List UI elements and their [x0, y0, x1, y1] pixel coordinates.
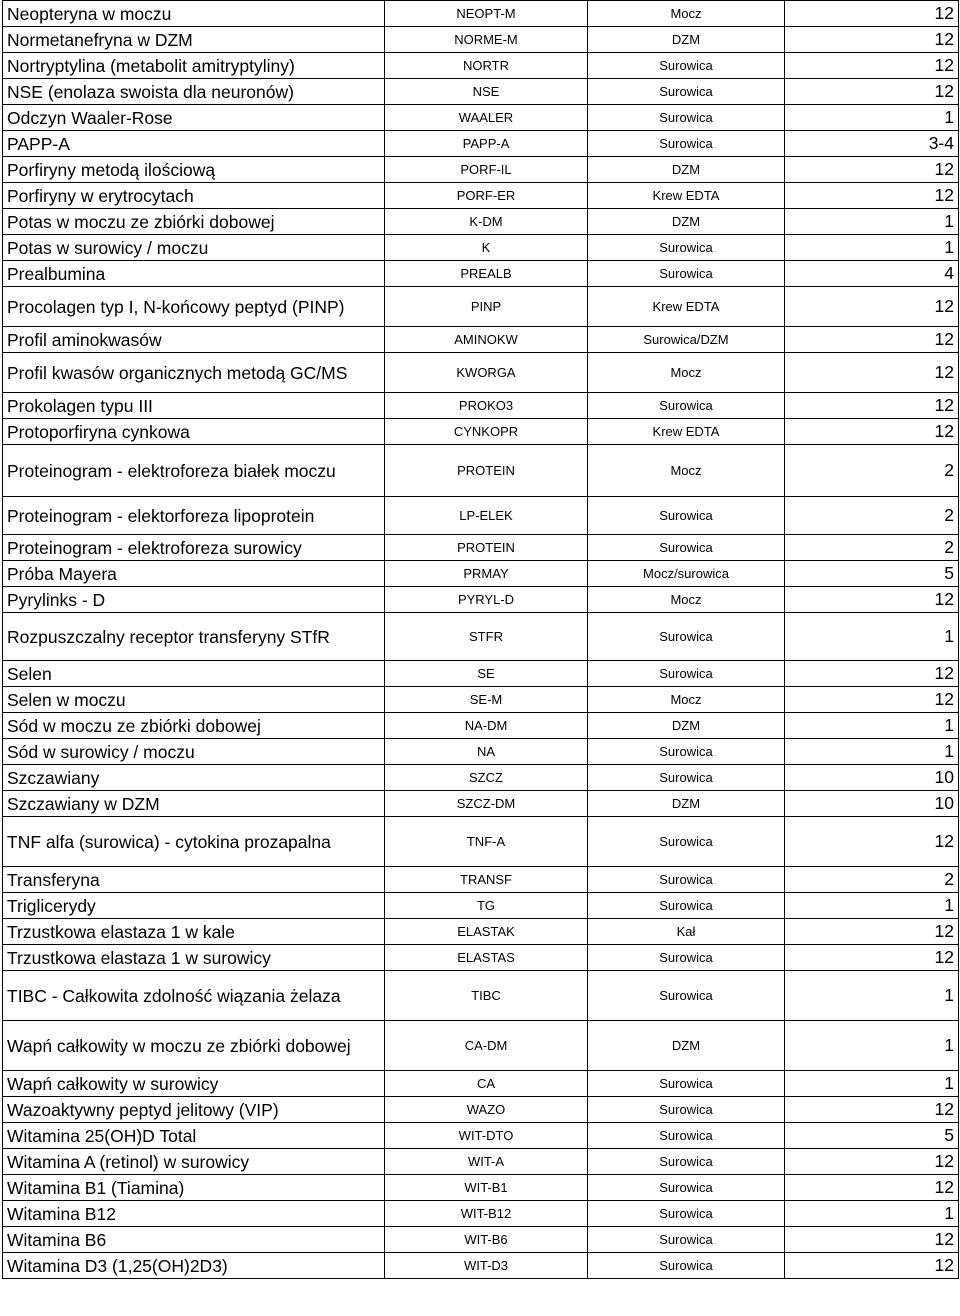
turnaround-days-cell: 12: [785, 157, 959, 183]
table-row: [3, 893, 959, 919]
material-cell: Surowica: [588, 893, 785, 919]
material-cell: Surowica: [588, 765, 785, 791]
table-row: [3, 27, 959, 53]
table-row: [3, 713, 959, 739]
material-cell: Surowica: [588, 817, 785, 867]
turnaround-days-cell: 2: [785, 497, 959, 535]
table-row: [3, 327, 959, 353]
test-code-cell: STFR: [385, 613, 588, 661]
turnaround-days-cell: 12: [785, 327, 959, 353]
test-code-cell: WIT-B12: [385, 1201, 588, 1227]
test-name-cell: Triglicerydy: [3, 893, 385, 919]
test-name-cell: Prokolagen typu III: [3, 393, 385, 419]
test-name-cell: Witamina A (retinol) w surowicy: [3, 1149, 385, 1175]
test-code-cell: TG: [385, 893, 588, 919]
turnaround-days-cell: 12: [785, 587, 959, 613]
turnaround-days-cell: 2: [785, 445, 959, 497]
test-code-cell: ELASTAK: [385, 919, 588, 945]
test-code-cell: SE: [385, 661, 588, 687]
table-row: [3, 613, 959, 661]
table-row: [3, 1, 959, 27]
test-code-cell: SE-M: [385, 687, 588, 713]
test-name-cell: Rozpuszczalny receptor transferyny STfR: [3, 613, 385, 661]
test-code-cell: ELASTAS: [385, 945, 588, 971]
turnaround-days-cell: 1: [785, 1021, 959, 1071]
turnaround-days-cell: 12: [785, 687, 959, 713]
turnaround-days-cell: 12: [785, 53, 959, 79]
table-row: [3, 445, 959, 497]
table-row: [3, 1097, 959, 1123]
table-row: [3, 1123, 959, 1149]
material-cell: Surowica/DZM: [588, 327, 785, 353]
turnaround-days-cell: 1: [785, 893, 959, 919]
material-cell: Surowica: [588, 1227, 785, 1253]
test-code-cell: CYNKOPR: [385, 419, 588, 445]
test-name-cell: Szczawiany w DZM: [3, 791, 385, 817]
test-name-cell: Sód w moczu ze zbiórki dobowej: [3, 713, 385, 739]
turnaround-days-cell: 3-4: [785, 131, 959, 157]
test-code-cell: K: [385, 235, 588, 261]
turnaround-days-cell: 1: [785, 105, 959, 131]
turnaround-days-cell: 1: [785, 739, 959, 765]
test-code-cell: PAPP-A: [385, 131, 588, 157]
test-name-cell: Procolagen typ I, N-końcowy peptyd (PINP): [3, 287, 385, 327]
material-cell: Surowica: [588, 1123, 785, 1149]
material-cell: Surowica: [588, 661, 785, 687]
material-cell: Mocz: [588, 445, 785, 497]
test-name-cell: Witamina B12: [3, 1201, 385, 1227]
test-code-cell: NA-DM: [385, 713, 588, 739]
material-cell: Surowica: [588, 867, 785, 893]
turnaround-days-cell: 12: [785, 79, 959, 105]
test-code-cell: CA: [385, 1071, 588, 1097]
test-code-cell: K-DM: [385, 209, 588, 235]
turnaround-days-cell: 5: [785, 1123, 959, 1149]
test-code-cell: CA-DM: [385, 1021, 588, 1071]
turnaround-days-cell: 12: [785, 1, 959, 27]
test-name-cell: Trzustkowa elastaza 1 w kale: [3, 919, 385, 945]
test-code-cell: TNF-A: [385, 817, 588, 867]
table-row: [3, 419, 959, 445]
test-name-cell: Próba Mayera: [3, 561, 385, 587]
test-name-cell: Protoporfiryna cynkowa: [3, 419, 385, 445]
test-code-cell: PRMAY: [385, 561, 588, 587]
turnaround-days-cell: 12: [785, 919, 959, 945]
test-name-cell: Odczyn Waaler-Rose: [3, 105, 385, 131]
test-code-cell: PROTEIN: [385, 445, 588, 497]
test-name-cell: Potas w surowicy / moczu: [3, 235, 385, 261]
test-name-cell: Szczawiany: [3, 765, 385, 791]
test-code-cell: WIT-DTO: [385, 1123, 588, 1149]
tests-table: [2, 0, 959, 1279]
material-cell: Surowica: [588, 613, 785, 661]
material-cell: Surowica: [588, 1071, 785, 1097]
test-name-cell: Profil aminokwasów: [3, 327, 385, 353]
test-code-cell: WIT-B6: [385, 1227, 588, 1253]
material-cell: Surowica: [588, 261, 785, 287]
turnaround-days-cell: 1: [785, 1201, 959, 1227]
material-cell: DZM: [588, 209, 785, 235]
table-row: [3, 791, 959, 817]
material-cell: Surowica: [588, 1253, 785, 1279]
table-row: [3, 867, 959, 893]
table-row: [3, 53, 959, 79]
test-name-cell: Selen: [3, 661, 385, 687]
table-row: [3, 287, 959, 327]
test-name-cell: TNF alfa (surowica) - cytokina prozapalna: [3, 817, 385, 867]
test-name-cell: Transferyna: [3, 867, 385, 893]
test-name-cell: Proteinogram - elektorforeza lipoprotein: [3, 497, 385, 535]
material-cell: Mocz: [588, 687, 785, 713]
material-cell: Mocz: [588, 353, 785, 393]
turnaround-days-cell: 2: [785, 867, 959, 893]
test-code-cell: NSE: [385, 79, 588, 105]
test-name-cell: Profil kwasów organicznych metodą GC/MS: [3, 353, 385, 393]
turnaround-days-cell: 12: [785, 27, 959, 53]
table-row: [3, 1175, 959, 1201]
test-code-cell: WIT-A: [385, 1149, 588, 1175]
test-code-cell: SZCZ: [385, 765, 588, 791]
material-cell: Surowica: [588, 1097, 785, 1123]
test-code-cell: WIT-B1: [385, 1175, 588, 1201]
turnaround-days-cell: 12: [785, 353, 959, 393]
table-row: [3, 261, 959, 287]
test-code-cell: PORF-IL: [385, 157, 588, 183]
turnaround-days-cell: 12: [785, 1175, 959, 1201]
test-code-cell: PROKO3: [385, 393, 588, 419]
table-row: [3, 817, 959, 867]
test-name-cell: NSE (enolaza swoista dla neuronów): [3, 79, 385, 105]
material-cell: DZM: [588, 1021, 785, 1071]
table-row: [3, 561, 959, 587]
material-cell: Surowica: [588, 393, 785, 419]
material-cell: DZM: [588, 713, 785, 739]
turnaround-days-cell: 12: [785, 1149, 959, 1175]
test-name-cell: Neopteryna w moczu: [3, 1, 385, 27]
table-row: [3, 661, 959, 687]
material-cell: DZM: [588, 27, 785, 53]
tests-table-body: [3, 1, 959, 1279]
turnaround-days-cell: 12: [785, 817, 959, 867]
test-code-cell: PINP: [385, 287, 588, 327]
material-cell: Mocz/surowica: [588, 561, 785, 587]
turnaround-days-cell: 12: [785, 661, 959, 687]
table-row: [3, 183, 959, 209]
turnaround-days-cell: 12: [785, 945, 959, 971]
turnaround-days-cell: 12: [785, 183, 959, 209]
table-row: [3, 235, 959, 261]
table-row: [3, 131, 959, 157]
test-code-cell: PREALB: [385, 261, 588, 287]
test-code-cell: KWORGA: [385, 353, 588, 393]
material-cell: Surowica: [588, 497, 785, 535]
material-cell: Krew EDTA: [588, 419, 785, 445]
table-row: [3, 1227, 959, 1253]
table-row: [3, 1021, 959, 1071]
turnaround-days-cell: 1: [785, 613, 959, 661]
table-row: [3, 353, 959, 393]
table-row: [3, 535, 959, 561]
test-code-cell: AMINOKW: [385, 327, 588, 353]
test-name-cell: PAPP-A: [3, 131, 385, 157]
test-code-cell: WAALER: [385, 105, 588, 131]
table-row: [3, 945, 959, 971]
test-code-cell: WIT-D3: [385, 1253, 588, 1279]
material-cell: Kał: [588, 919, 785, 945]
table-row: [3, 1071, 959, 1097]
turnaround-days-cell: 4: [785, 261, 959, 287]
test-code-cell: PROTEIN: [385, 535, 588, 561]
material-cell: DZM: [588, 791, 785, 817]
material-cell: Krew EDTA: [588, 287, 785, 327]
table-row: [3, 105, 959, 131]
test-name-cell: Porfiryny w erytrocytach: [3, 183, 385, 209]
test-code-cell: WAZO: [385, 1097, 588, 1123]
test-name-cell: Wapń całkowity w surowicy: [3, 1071, 385, 1097]
turnaround-days-cell: 1: [785, 1071, 959, 1097]
table-row: [3, 1149, 959, 1175]
table-row: [3, 79, 959, 105]
test-code-cell: NORME-M: [385, 27, 588, 53]
test-name-cell: Witamina B6: [3, 1227, 385, 1253]
test-name-cell: Proteinogram - elektroforeza białek moczu: [3, 445, 385, 497]
table-row: [3, 919, 959, 945]
material-cell: Mocz: [588, 1, 785, 27]
material-cell: Surowica: [588, 971, 785, 1021]
material-cell: Surowica: [588, 105, 785, 131]
material-cell: Mocz: [588, 587, 785, 613]
material-cell: DZM: [588, 157, 785, 183]
table-row: [3, 687, 959, 713]
test-code-cell: PYRYL-D: [385, 587, 588, 613]
material-cell: Surowica: [588, 945, 785, 971]
test-name-cell: Sód w surowicy / moczu: [3, 739, 385, 765]
test-name-cell: Nortryptylina (metabolit amitryptyliny): [3, 53, 385, 79]
turnaround-days-cell: 12: [785, 287, 959, 327]
table-row: [3, 1201, 959, 1227]
material-cell: Surowica: [588, 535, 785, 561]
turnaround-days-cell: 10: [785, 791, 959, 817]
material-cell: Surowica: [588, 131, 785, 157]
material-cell: Surowica: [588, 1149, 785, 1175]
test-name-cell: Normetanefryna w DZM: [3, 27, 385, 53]
material-cell: Surowica: [588, 53, 785, 79]
test-name-cell: Prealbumina: [3, 261, 385, 287]
test-code-cell: NEOPT-M: [385, 1, 588, 27]
table-row: [3, 393, 959, 419]
turnaround-days-cell: 12: [785, 1097, 959, 1123]
turnaround-days-cell: 12: [785, 419, 959, 445]
table-row: [3, 497, 959, 535]
material-cell: Surowica: [588, 739, 785, 765]
test-code-cell: TIBC: [385, 971, 588, 1021]
table-row: [3, 765, 959, 791]
test-code-cell: LP-ELEK: [385, 497, 588, 535]
test-name-cell: Witamina D3 (1,25(OH)2D3): [3, 1253, 385, 1279]
test-name-cell: Witamina B1 (Tiamina): [3, 1175, 385, 1201]
material-cell: Surowica: [588, 1201, 785, 1227]
test-code-cell: SZCZ-DM: [385, 791, 588, 817]
table-row: [3, 739, 959, 765]
material-cell: Surowica: [588, 1175, 785, 1201]
test-name-cell: Wapń całkowity w moczu ze zbiórki dobowej: [3, 1021, 385, 1071]
test-code-cell: TRANSF: [385, 867, 588, 893]
table-row: [3, 587, 959, 613]
table-row: [3, 209, 959, 235]
test-name-cell: Trzustkowa elastaza 1 w surowicy: [3, 945, 385, 971]
material-cell: Surowica: [588, 235, 785, 261]
turnaround-days-cell: 2: [785, 535, 959, 561]
table-row: [3, 157, 959, 183]
test-name-cell: Potas w moczu ze zbiórki dobowej: [3, 209, 385, 235]
material-cell: Surowica: [588, 79, 785, 105]
test-name-cell: Proteinogram - elektroforeza surowicy: [3, 535, 385, 561]
turnaround-days-cell: 5: [785, 561, 959, 587]
test-name-cell: Pyrylinks - D: [3, 587, 385, 613]
test-name-cell: Porfiryny metodą ilościową: [3, 157, 385, 183]
turnaround-days-cell: 12: [785, 393, 959, 419]
table-row: [3, 1253, 959, 1279]
test-name-cell: TIBC - Całkowita zdolność wiązania żelaza: [3, 971, 385, 1021]
turnaround-days-cell: 12: [785, 1227, 959, 1253]
test-code-cell: PORF-ER: [385, 183, 588, 209]
test-code-cell: NA: [385, 739, 588, 765]
turnaround-days-cell: 12: [785, 1253, 959, 1279]
test-name-cell: Selen w moczu: [3, 687, 385, 713]
turnaround-days-cell: 1: [785, 713, 959, 739]
test-code-cell: NORTR: [385, 53, 588, 79]
turnaround-days-cell: 10: [785, 765, 959, 791]
material-cell: Krew EDTA: [588, 183, 785, 209]
table-row: [3, 971, 959, 1021]
turnaround-days-cell: 1: [785, 971, 959, 1021]
test-name-cell: Wazoaktywny peptyd jelitowy (VIP): [3, 1097, 385, 1123]
test-name-cell: Witamina 25(OH)D Total: [3, 1123, 385, 1149]
turnaround-days-cell: 1: [785, 235, 959, 261]
turnaround-days-cell: 1: [785, 209, 959, 235]
